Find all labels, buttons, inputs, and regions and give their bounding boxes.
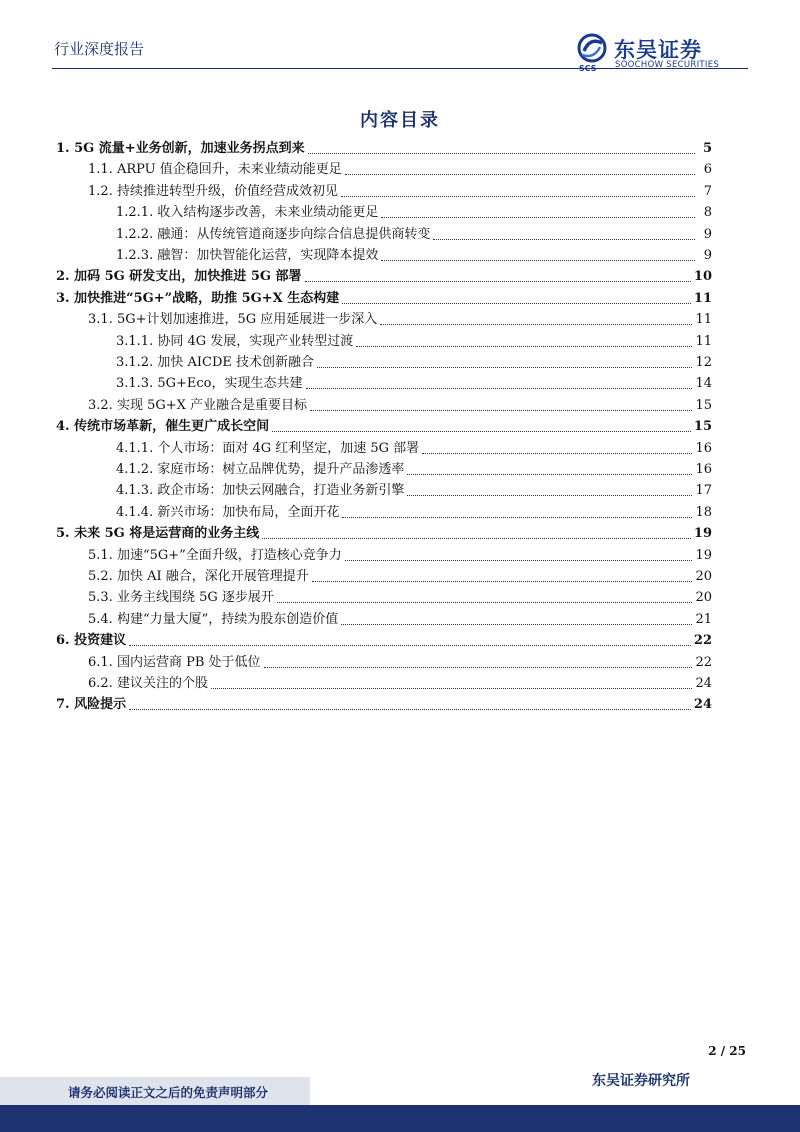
toc-dot-leader xyxy=(356,345,692,347)
toc-entry[interactable] xyxy=(116,247,712,265)
toc-entry[interactable] xyxy=(116,333,712,351)
toc-dot-leader xyxy=(433,238,695,240)
toc-entry-page: 15 xyxy=(695,397,712,413)
toc-entry-title: 3.1. 5G+计划加速推进，5G 应用延展进一步深入 xyxy=(88,312,378,328)
toc-entry-title: 3. 加快推进“5G+”战略，助推 5G+X 生态构建 xyxy=(56,290,340,306)
toc-dot-leader xyxy=(129,708,691,710)
toc-entry[interactable] xyxy=(56,418,712,436)
toc-entry-title: 3.1.3. 5G+Eco，实现生态共建 xyxy=(116,376,303,392)
toc-dot-leader xyxy=(342,302,691,304)
toc-entry-page: 24 xyxy=(695,676,712,691)
toc-dot-leader xyxy=(381,259,695,261)
toc-entry-title: 6. 投资建议 xyxy=(56,633,127,649)
toc-entry-title: 4.1.2. 家庭市场：树立品牌优势，提升产品渗透率 xyxy=(116,462,405,477)
toc-entry-page: 7 xyxy=(703,183,712,199)
toc-dot-leader xyxy=(407,473,692,475)
toc-entry-title: 1.1. ARPU 值企稳回升，未来业绩动能更足 xyxy=(88,162,342,178)
toc-dot-leader xyxy=(306,387,693,389)
toc-entry-page: 16 xyxy=(695,440,712,456)
toc-entry[interactable] xyxy=(116,504,712,522)
toc-entry-page: 5 xyxy=(702,141,712,156)
logo-name-cn: 东吴证券 xyxy=(614,38,702,62)
toc-entry-title: 1.2.3. 融智：加快智能化运营，实现降本提效 xyxy=(116,248,379,263)
toc-entry-title: 4.1.4. 新兴市场：加快布局，全面开花 xyxy=(116,504,340,520)
toc-dot-leader xyxy=(381,216,695,218)
toc-dot-leader xyxy=(407,494,692,496)
toc-entry[interactable] xyxy=(56,140,712,158)
toc-dot-leader xyxy=(380,323,692,325)
toc-entry-title: 3.1.1. 协同 4G 发展，实现产业转型过渡 xyxy=(116,333,354,349)
toc-entry[interactable] xyxy=(88,589,712,607)
logo-name-en: SOOCHOW SECURITIES xyxy=(615,60,720,70)
toc-entry[interactable] xyxy=(88,654,712,672)
toc-entry[interactable] xyxy=(116,440,712,458)
toc-entry-page: 15 xyxy=(693,419,712,435)
toc-dot-leader xyxy=(129,644,691,646)
toc-entry-page: 19 xyxy=(693,526,712,542)
toc-entry[interactable] xyxy=(116,226,712,244)
toc-dot-leader xyxy=(310,409,692,411)
toc-dot-leader xyxy=(422,452,692,454)
toc-dot-leader xyxy=(312,580,693,582)
toc-dot-leader xyxy=(342,516,692,518)
toc-entry[interactable] xyxy=(116,461,712,479)
toc-entry-title: 5.2. 加快 AI 融合，深化开展管理提升 xyxy=(88,569,309,584)
toc-entry[interactable] xyxy=(88,568,712,586)
footer-institute: 东吴证券研究所 xyxy=(592,1073,690,1089)
toc-entry-page: 16 xyxy=(695,462,712,477)
toc-entry[interactable] xyxy=(116,375,712,393)
company-logo xyxy=(576,33,748,73)
toc-entry-title: 2. 加码 5G 研发支出，加快推进 5G 部署 xyxy=(56,269,302,285)
footer-disclaimer: 请务必阅读正文之后的免责声明部分 xyxy=(68,1085,269,1100)
toc-entry[interactable] xyxy=(116,354,712,372)
toc-title: 内容目录 xyxy=(360,110,440,131)
toc-entry[interactable] xyxy=(56,632,712,650)
scs-logo-icon xyxy=(576,33,610,73)
toc-entry-page: 21 xyxy=(695,611,712,627)
toc-entry-page: 8 xyxy=(703,205,712,221)
toc-entry-page: 11 xyxy=(695,333,712,349)
header-divider xyxy=(52,68,748,69)
toc-entry-page: 12 xyxy=(695,355,712,370)
toc-entry-page: 22 xyxy=(695,654,712,670)
toc-entry-title: 4. 传统市场革新，催生更广成长空间 xyxy=(56,419,270,435)
toc-dot-leader xyxy=(341,623,692,625)
toc-entry-page: 20 xyxy=(695,590,712,606)
toc-entry-page: 11 xyxy=(693,290,712,306)
toc-entry-page: 14 xyxy=(695,376,712,392)
logo-mark-text: SCS xyxy=(579,64,597,73)
toc-dot-leader xyxy=(262,537,691,539)
toc-dot-leader xyxy=(317,366,692,368)
toc-entry[interactable] xyxy=(88,161,712,179)
toc-entry-title: 3.2. 实现 5G+X 产业融合是重要目标 xyxy=(88,397,308,413)
footer-bar xyxy=(0,1105,800,1132)
toc-dot-leader xyxy=(277,601,693,603)
toc-dot-leader xyxy=(264,666,693,668)
toc-entry[interactable] xyxy=(88,311,712,329)
toc-dot-leader xyxy=(305,280,691,282)
toc-entry-title: 1.2.1. 收入结构逐步改善，未来业绩动能更足 xyxy=(116,205,379,221)
toc-entry-title: 4.1.1. 个人市场：面对 4G 红利坚定，加速 5G 部署 xyxy=(116,440,420,456)
toc-entry[interactable] xyxy=(116,204,712,222)
toc-entry[interactable] xyxy=(56,696,712,714)
toc-entry-title: 5.1. 加速“5G+”全面升级，打造核心竞争力 xyxy=(88,547,342,563)
toc-entry-page: 9 xyxy=(703,226,712,242)
toc-entry-page: 10 xyxy=(693,269,712,285)
toc-entry-page: 11 xyxy=(695,312,712,328)
toc-entry-page: 18 xyxy=(695,504,712,520)
toc-dot-leader xyxy=(341,195,695,197)
toc-dot-leader xyxy=(308,152,695,154)
toc-entry-page: 6 xyxy=(703,162,712,178)
toc-entry-title: 1.2.2. 融通：从传统管道商逐步向综合信息提供商转变 xyxy=(116,226,431,242)
toc-entry-title: 1.2. 持续推进转型升级，价值经营成效初见 xyxy=(88,183,338,199)
toc-entry-page: 9 xyxy=(703,248,712,263)
toc-entry-page: 17 xyxy=(695,483,712,499)
toc-entry-title: 5.3. 业务主线围绕 5G 逐步展开 xyxy=(88,590,274,606)
toc-entry[interactable] xyxy=(56,268,712,286)
toc-entry-title: 6.1. 国内运营商 PB 处于低位 xyxy=(88,654,261,670)
toc-entry[interactable] xyxy=(88,183,712,201)
toc-dot-leader xyxy=(345,173,695,175)
toc-entry-title: 1. 5G 流量+业务创新，加速业务拐点到来 xyxy=(56,141,305,156)
toc-entry-page: 22 xyxy=(693,633,712,649)
toc-entry-page: 20 xyxy=(695,569,712,584)
toc-entry-title: 3.1.2. 加快 AICDE 技术创新融合 xyxy=(116,355,314,370)
toc-dot-leader xyxy=(272,430,691,432)
footer-disclaimer-band xyxy=(0,1077,310,1105)
toc-entry[interactable] xyxy=(88,397,712,415)
toc-entry-title: 6.2. 建议关注的个股 xyxy=(88,676,208,691)
toc-entry-title: 5.4. 构建“力量大厦”，持续为股东创造价值 xyxy=(88,611,339,627)
toc-entry-page: 19 xyxy=(695,547,712,563)
toc-entry[interactable] xyxy=(56,525,712,543)
toc-entry-page: 24 xyxy=(693,697,712,713)
toc-entry-title: 4.1.3. 政企市场：加快云网融合，打造业务新引擎 xyxy=(116,483,405,499)
toc-entry[interactable] xyxy=(88,547,712,565)
toc-entry[interactable] xyxy=(116,482,712,500)
toc-entry[interactable] xyxy=(88,611,712,629)
toc-entry[interactable] xyxy=(88,675,712,693)
toc-dot-leader xyxy=(211,687,693,689)
toc-entry[interactable] xyxy=(56,290,712,308)
toc-dot-leader xyxy=(345,559,693,561)
page-number: 2 / 25 xyxy=(708,1044,746,1058)
report-type-label: 行业深度报告 xyxy=(54,40,145,58)
toc-entry-title: 5. 未来 5G 将是运营商的业务主线 xyxy=(56,526,260,542)
toc-entry-title: 7. 风险提示 xyxy=(56,697,127,713)
